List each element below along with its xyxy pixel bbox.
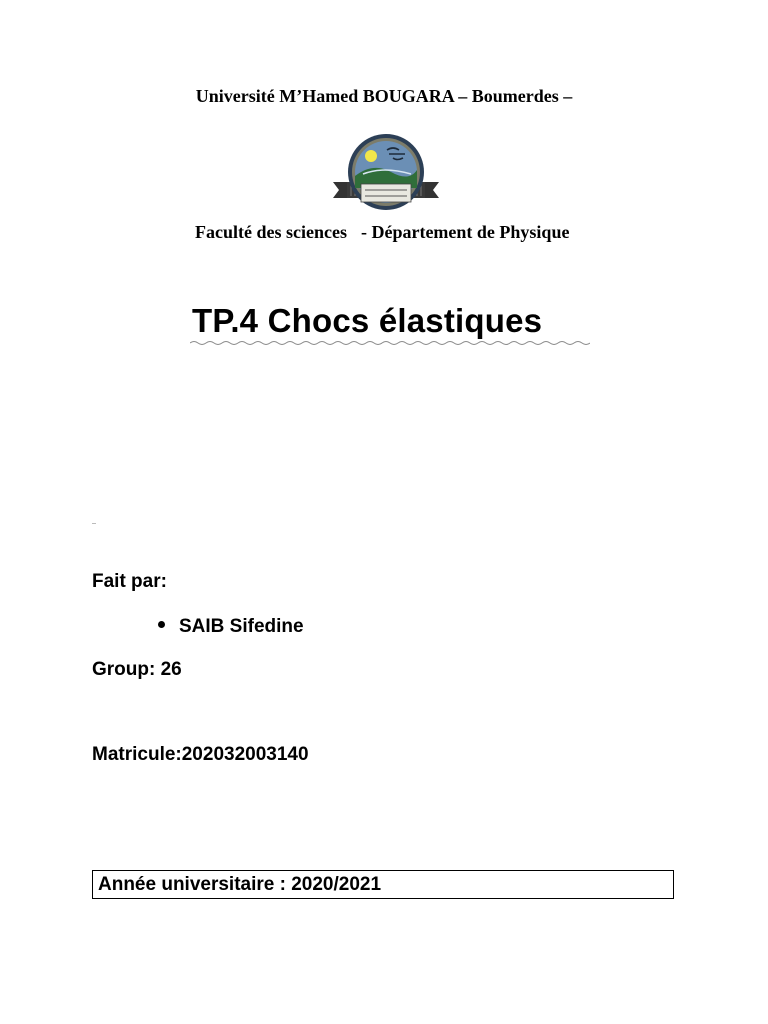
department-name: - Département de Physique [360,222,570,242]
faculty-department-line [195,222,569,243]
title-wavy-underline [190,339,590,347]
academic-year-box: Année universitaire : 2020/2021 [92,870,674,899]
university-seal-logo [333,132,439,212]
member-name: SAIB Sifedine [179,616,304,637]
matricule-number: Matricule:202032003140 [92,744,309,765]
made-by-label: Fait par: [92,571,167,592]
document-title: TP.4 Chocs élastiques [192,302,543,339]
university-name: Université M’Hamed BOUGARA – Boumerdes – [195,86,573,106]
member-list-item [158,616,304,638]
faculty-name: Faculté des sciences [195,222,347,242]
bullet-icon [158,621,165,628]
small-mark [92,523,96,524]
group-number: Group: 26 [92,659,182,680]
